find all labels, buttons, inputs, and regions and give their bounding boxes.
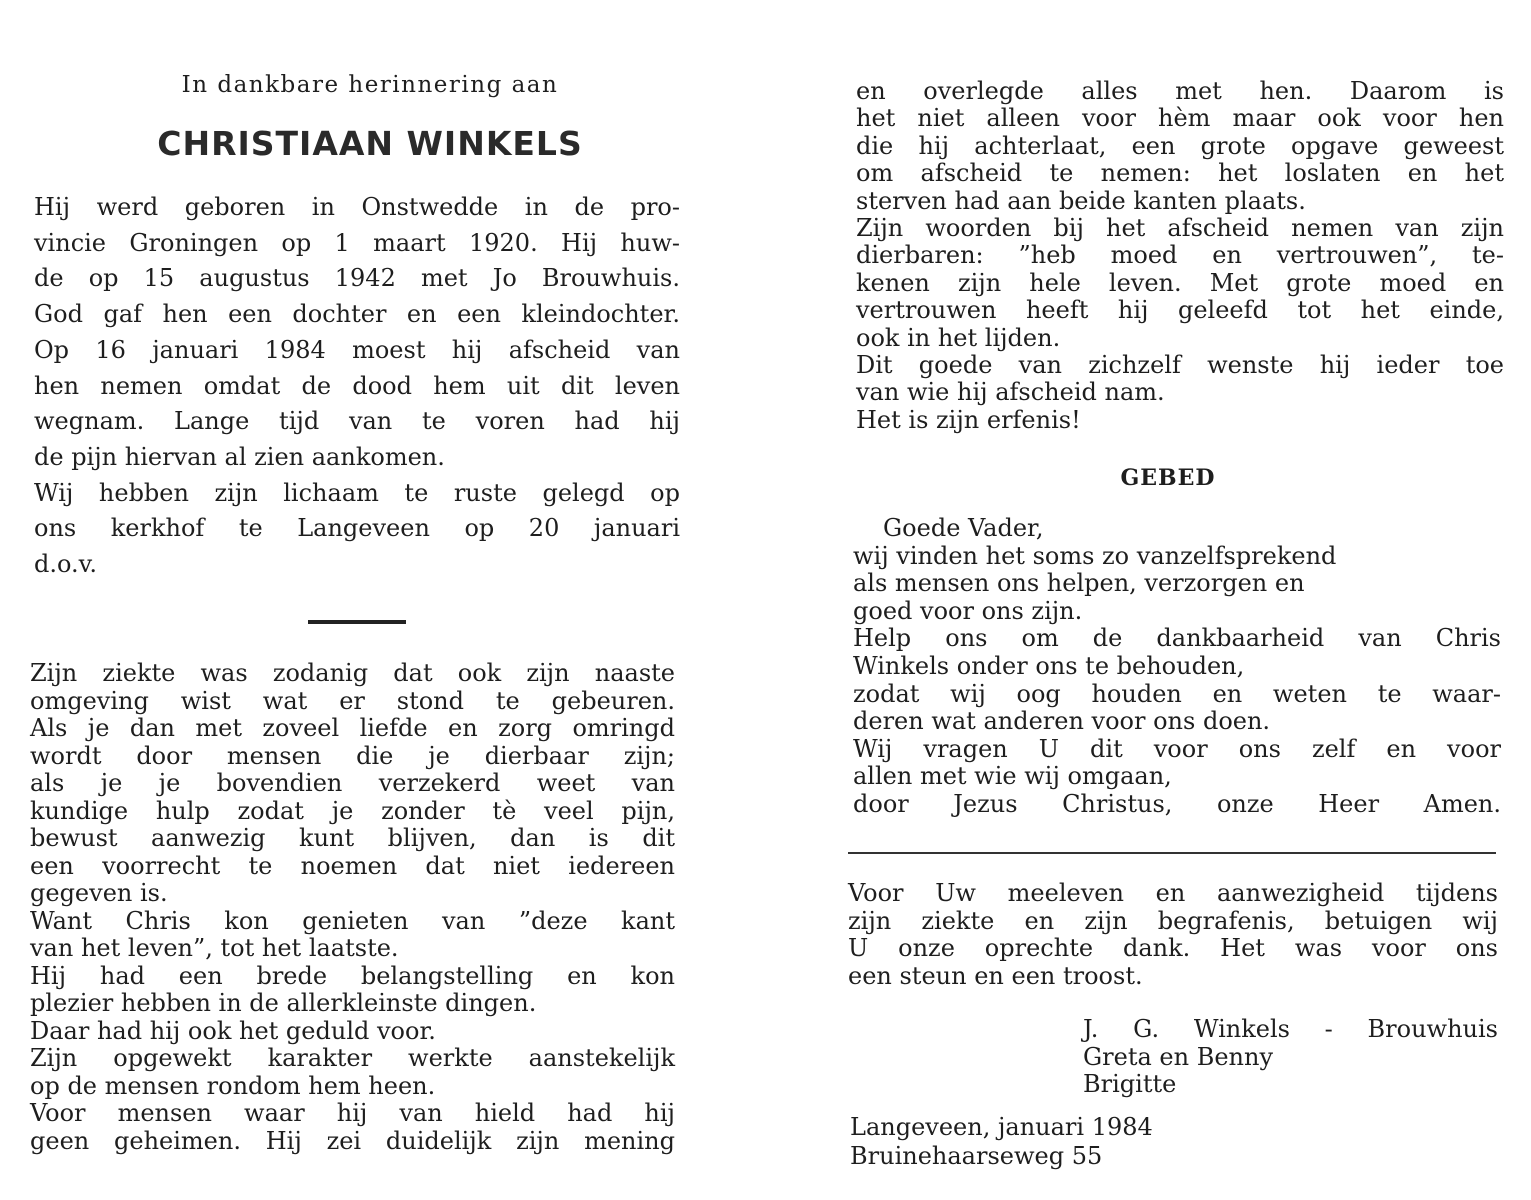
text-line: ons kerkhof te Langeveen op 20 januari bbox=[34, 514, 680, 543]
text-line: Dit goede van zichzelf wenste hij ieder toe bbox=[856, 351, 1504, 380]
thanks-paragraph bbox=[848, 880, 1498, 990]
intro-line: In dankbare herinnering aan bbox=[181, 72, 559, 98]
address: Bruinehaarseweg 55 bbox=[850, 1142, 1103, 1170]
text-line: Zijn ziekte was zodanig dat ook zijn naaste bbox=[30, 659, 675, 687]
text-line: Wij hebben zijn lichaam te ruste gelegd op bbox=[34, 478, 680, 507]
text-line: gegeven is. bbox=[30, 879, 168, 907]
text-line: door Jezus Christus, onze Heer Amen. bbox=[853, 789, 1501, 818]
text-line: de op 15 augustus 1942 met Jo Brouwhuis. bbox=[34, 264, 680, 293]
text-line: hen nemen omdat de dood hem uit dit leven bbox=[34, 371, 680, 400]
text-line: kundige hulp zodat je zonder tè veel pijn, bbox=[30, 796, 675, 825]
illness-paragraph bbox=[30, 660, 675, 1155]
text-line: omgeving wist wat er stond te gebeuren. bbox=[30, 686, 675, 715]
text-line: geen geheimen. Hij zei duidelijk zijn mening bbox=[30, 1126, 675, 1155]
signatories bbox=[1083, 1016, 1498, 1099]
text-line: Want Chris kon genieten van ”deze kant bbox=[30, 906, 675, 935]
text-line: Hij werd geboren in Onstwedde in de pro- bbox=[34, 193, 680, 221]
place-and-address bbox=[850, 1113, 1270, 1171]
text-line: Op 16 januari 1984 moest hij afscheid van bbox=[34, 335, 680, 364]
text-line: en overlegde alles met hen. Daarom is bbox=[856, 77, 1504, 105]
text-line: kenen zijn hele leven. Met grote moed en bbox=[856, 268, 1504, 297]
deceased-name: CHRISTIAAN WINKELS bbox=[157, 124, 583, 163]
text-line: Het is zijn erfenis! bbox=[856, 405, 1081, 434]
text-line: Voor Uw meeleven en aanwezigheid tijdens bbox=[848, 879, 1498, 907]
text-line: Help ons om de dankbaarheid van Chris bbox=[853, 624, 1501, 653]
text-line: Goede Vader, bbox=[883, 514, 1044, 542]
prayer-title: GEBED bbox=[1120, 465, 1216, 491]
farewell-paragraph bbox=[856, 78, 1504, 434]
text-line: een steun en een troost. bbox=[848, 961, 1143, 990]
left-page bbox=[30, 0, 680, 1200]
text-line: ook in het lijden. bbox=[856, 323, 1061, 352]
right-page bbox=[848, 0, 1504, 1200]
text-line: bewust aanwezig kunt blijven, dan is dit bbox=[30, 824, 675, 852]
text-line: Als je dan met zoveel liefde en zorg omringd bbox=[30, 714, 675, 742]
text-line: wij vinden het soms zo vanzelfsprekend bbox=[853, 541, 1337, 570]
signatory-line: J. G. Winkels - Brouwhuis bbox=[1083, 1015, 1498, 1043]
text-line: wordt door mensen die je dierbaar zijn; bbox=[30, 741, 675, 770]
text-line: God gaf hen een dochter en een kleindochter. bbox=[34, 300, 680, 329]
text-line: Zijn opgewekt karakter werkte aanstekelijk bbox=[30, 1044, 675, 1072]
text-line: Winkels onder ons te behouden, bbox=[853, 651, 1245, 680]
text-line: van het leven”, tot het laatste. bbox=[30, 934, 399, 962]
section-divider bbox=[308, 620, 406, 624]
signatory-line: Brigitte bbox=[1083, 1070, 1177, 1098]
place-date: Langeveen, januari 1984 bbox=[850, 1113, 1153, 1141]
text-line: vincie Groningen op 1 maart 1920. Hij huw- bbox=[34, 228, 680, 257]
text-line: goed voor ons zijn. bbox=[853, 596, 1083, 625]
text-line: een voorrecht te noemen dat niet iedereen bbox=[30, 851, 675, 880]
text-line: allen met wie wij omgaan, bbox=[853, 762, 1172, 791]
text-line: die hij achterlaat, een grote opgave geweest bbox=[856, 131, 1504, 160]
text-line: sterven had aan beide kanten plaats. bbox=[856, 186, 1306, 215]
text-line: Wij vragen U dit voor ons zelf en voor bbox=[853, 734, 1501, 763]
section-divider bbox=[848, 852, 1496, 854]
text-line: Daar had hij ook het geduld voor. bbox=[30, 1016, 436, 1045]
signatory-line: Greta en Benny bbox=[1083, 1042, 1274, 1071]
text-line: zijn ziekte en zijn begrafenis, betuigen wij bbox=[848, 906, 1498, 935]
text-line: d.o.v. bbox=[34, 550, 97, 579]
text-line: deren wat anderen voor ons doen. bbox=[853, 707, 1271, 736]
text-line: vertrouwen heeft hij geleefd tot het einde, bbox=[856, 296, 1504, 325]
text-line: van wie hij afscheid nam. bbox=[856, 378, 1165, 407]
text-line: het niet alleen voor hèm maar ook voor hen bbox=[856, 104, 1504, 133]
text-line: zodat wij oog houden en weten te waar- bbox=[853, 679, 1501, 708]
text-line: Zijn woorden bij het afscheid nemen van zijn bbox=[856, 214, 1504, 243]
text-line: dierbaren: ”heb moed en vertrouwen”, te- bbox=[856, 241, 1504, 270]
biography-paragraph bbox=[34, 190, 680, 583]
prayer-text bbox=[853, 515, 1501, 819]
text-line: Hij had een brede belangstelling en kon bbox=[30, 961, 675, 990]
text-line: Voor mensen waar hij van hield had hij bbox=[30, 1099, 675, 1127]
text-line: als je je bovendien verzekerd weet van bbox=[30, 769, 675, 797]
text-line: U onze oprechte dank. Het was voor ons bbox=[848, 934, 1498, 962]
text-line: als mensen ons helpen, verzorgen en bbox=[853, 569, 1305, 598]
text-line: wegnam. Lange tijd van te voren had hij bbox=[34, 407, 680, 436]
text-line: om afscheid te nemen: het loslaten en het bbox=[856, 159, 1504, 188]
text-line: de pijn hiervan al zien aankomen. bbox=[34, 442, 445, 471]
text-line: op de mensen rondom hem heen. bbox=[30, 1071, 436, 1100]
text-line: plezier hebben in de allerkleinste dingen. bbox=[30, 989, 537, 1017]
